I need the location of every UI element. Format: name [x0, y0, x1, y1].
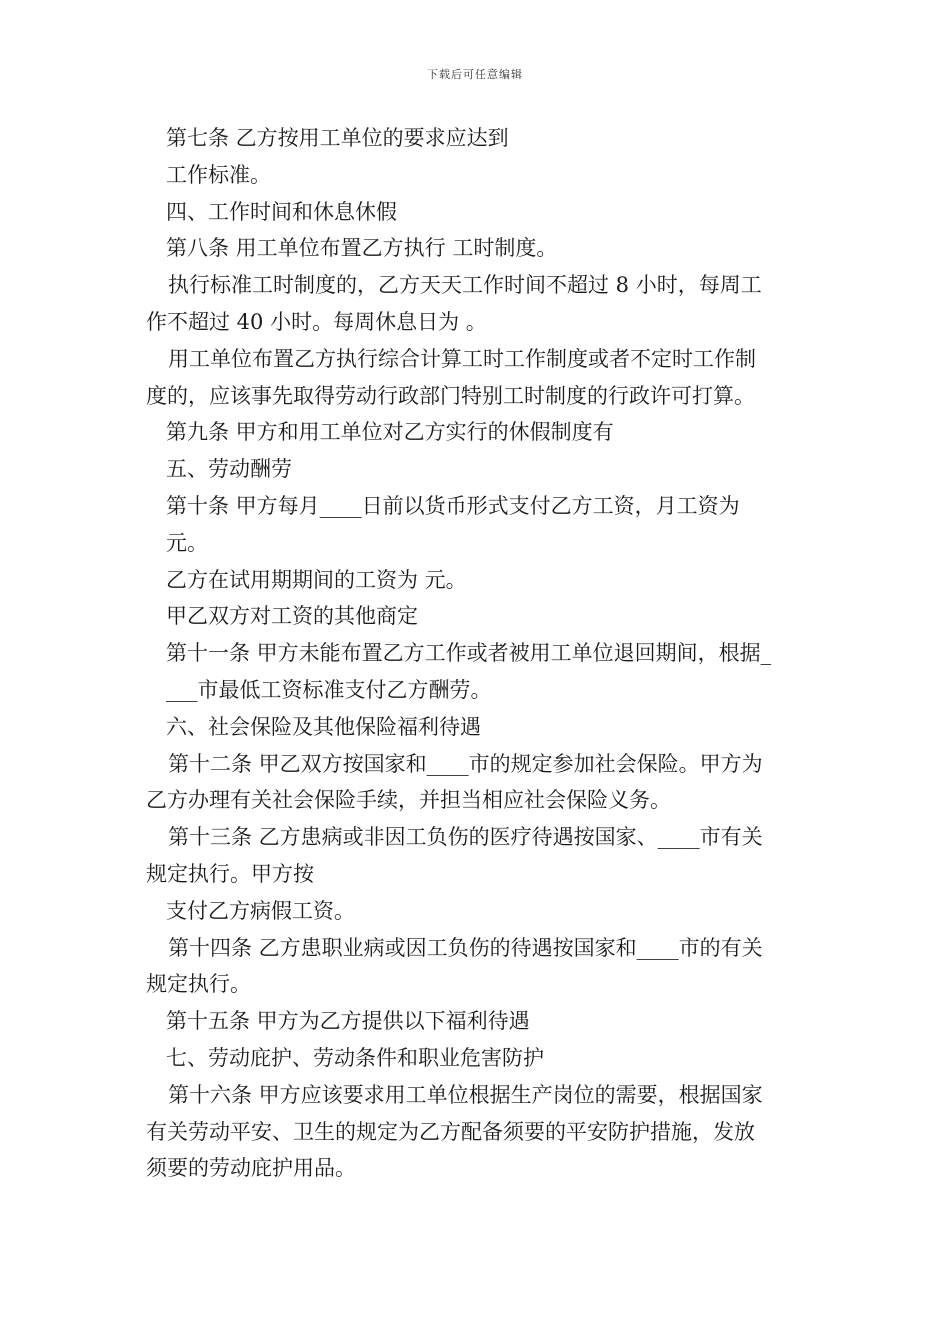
- article-13-line-2: 规定执行。甲方按: [146, 861, 314, 886]
- article-12-line-2: 乙方办理有关社会保险手续，并担当相应社会保险义务。: [146, 788, 671, 813]
- article-13-line-3: 支付乙方病假工资。: [166, 898, 355, 923]
- flexible-hours-line-2: 度的，应该事先取得劳动行政部门特别工时制度的行政许可打算。: [146, 383, 755, 408]
- article-12-line-1: 第十二条 甲乙双方按国家和____市的规定参加社会保险。甲方为: [168, 751, 763, 776]
- article-10-line-1: 第十条 甲方每月____日前以货币形式支付乙方工资，月工资为: [166, 493, 740, 518]
- article-14-line-1: 第十四条 乙方患职业病或因工负伤的待遇按国家和____市的有关: [168, 935, 763, 960]
- article-10-line-2: 元。: [166, 530, 208, 555]
- article-16-line-2: 有关劳动平安、卫生的规定为乙方配备须要的平安防护措施，发放: [146, 1119, 755, 1144]
- probation-salary: 乙方在试用期期间的工资为 元。: [166, 567, 467, 592]
- document-body: [146, 120, 810, 1187]
- section-4-heading: 四、工作时间和休息休假: [166, 199, 397, 224]
- article-13-line-1: 第十三条 乙方患病或非因工负伤的医疗待遇按国家、____市有关: [168, 825, 763, 850]
- article-16-line-1: 第十六条 甲方应该要求用工单位根据生产岗位的需要，根据国家: [168, 1082, 763, 1107]
- standard-hours-line-2: 作不超过 40 小时。每周休息日为 。: [146, 309, 487, 334]
- section-5-heading: 五、劳动酬劳: [166, 457, 292, 482]
- standard-hours-line-1: 执行标准工时制度的，乙方天天工作时间不超过 8 小时，每周工: [168, 273, 762, 298]
- article-11-line-2: ___市最低工资标准支付乙方酬劳。: [166, 677, 492, 702]
- flexible-hours-line-1: 用工单位布置乙方执行综合计算工时工作制度或者不定时工作制: [168, 346, 756, 371]
- article-9: 第九条 甲方和用工单位对乙方实行的休假制度有: [166, 420, 614, 445]
- article-16-line-3: 须要的劳动庇护用品。: [146, 1156, 356, 1181]
- article-7-line-2: 工作标准。: [166, 162, 271, 187]
- other-salary-terms: 甲乙双方对工资的其他商定: [166, 604, 418, 629]
- section-6-heading: 六、社会保险及其他保险福利待遇: [166, 714, 481, 739]
- article-11-line-1: 第十一条 甲方未能布置乙方工作或者被用工单位退回期间，根据_: [166, 641, 772, 666]
- article-14-line-2: 规定执行。: [146, 972, 251, 997]
- article-8: 第八条 用工单位布置乙方执行 工时制度。: [166, 236, 558, 261]
- article-15: 第十五条 甲方为乙方提供以下福利待遇: [166, 1009, 530, 1034]
- section-7-heading: 七、劳动庇护、劳动条件和职业危害防护: [166, 1045, 544, 1070]
- article-7-line-1: 第七条 乙方按用工单位的要求应达到: [166, 126, 509, 150]
- page-header-note: 下载后可任意编辑: [427, 68, 523, 81]
